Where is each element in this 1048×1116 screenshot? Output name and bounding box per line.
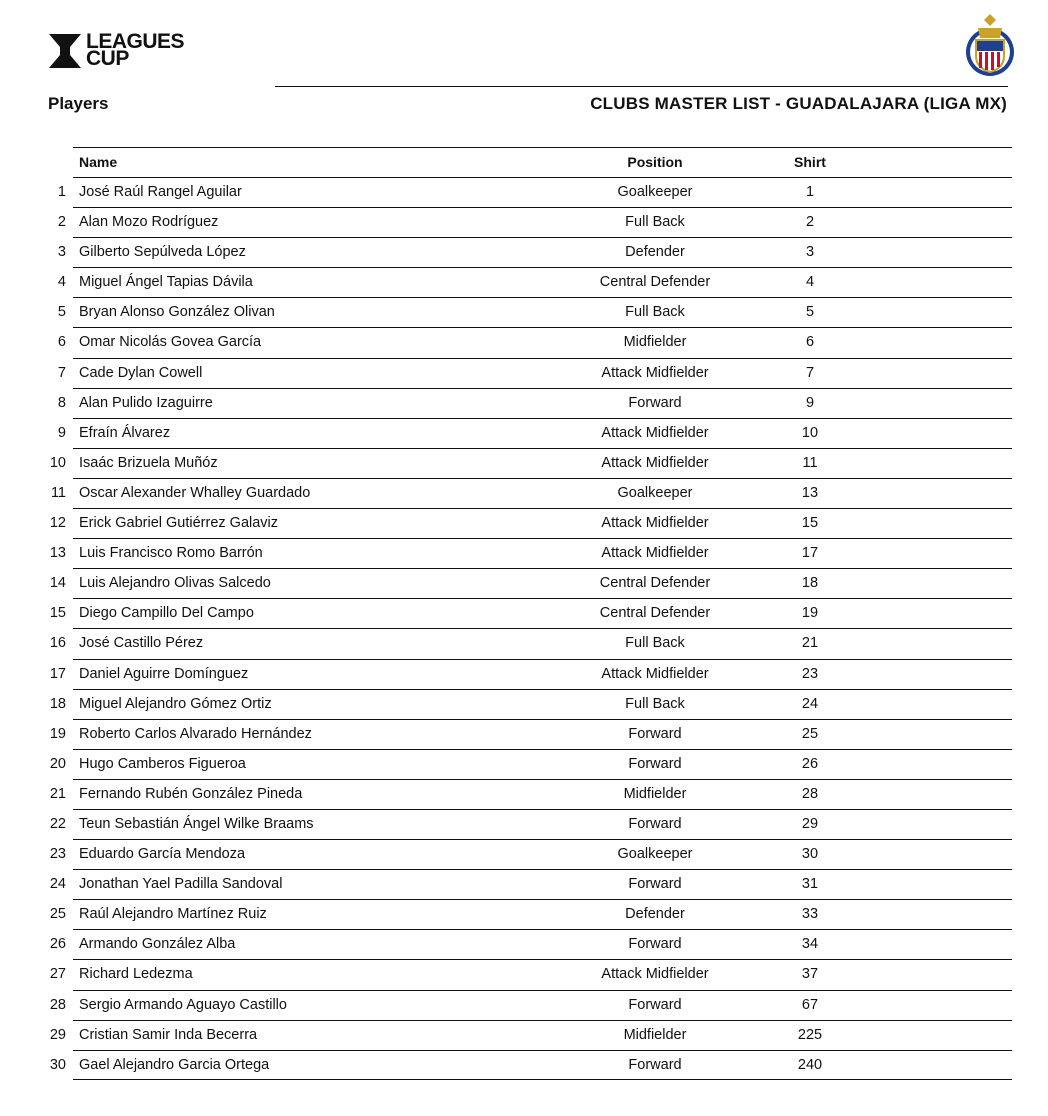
row-number: 21 — [49, 785, 66, 802]
player-position: Central Defender — [599, 605, 711, 622]
table-row — [49, 899, 1012, 929]
row-number: 7 — [57, 364, 66, 381]
column-header-position: Position — [627, 154, 683, 170]
player-position: Forward — [628, 996, 682, 1013]
table-top-rule — [73, 147, 1012, 148]
player-name: Miguel Ángel Tapias Dávila — [79, 274, 253, 291]
table-row — [50, 478, 1012, 508]
player-shirt: 30 — [801, 846, 819, 863]
player-position: Midfielder — [623, 1026, 687, 1043]
row-number: 20 — [49, 755, 66, 772]
player-position: Forward — [628, 394, 682, 411]
player-position: Central Defender — [599, 274, 711, 291]
player-position: Forward — [628, 755, 682, 772]
player-position: Attack Midfielder — [601, 364, 709, 381]
table-row — [57, 237, 1012, 267]
player-name: Omar Nicolás Govea García — [79, 334, 262, 351]
player-name: Bryan Alonso González Olivan — [79, 304, 275, 321]
row-number: 1 — [57, 184, 66, 200]
player-shirt: 3 — [805, 244, 815, 261]
player-name: Roberto Carlos Alvarado Hernández — [79, 725, 312, 742]
player-name: Gael Alejandro Garcia Ortega — [79, 1056, 270, 1073]
row-number: 27 — [49, 966, 66, 983]
player-shirt: 18 — [801, 575, 819, 592]
player-position: Central Defender — [599, 575, 711, 592]
table-row — [57, 177, 1012, 207]
player-shirt: 9 — [805, 394, 815, 411]
table-row — [49, 839, 1012, 869]
player-shirt: 67 — [801, 996, 819, 1013]
table-row — [57, 267, 1012, 297]
table-row — [57, 358, 1012, 388]
table-row — [57, 327, 1012, 357]
row-number: 15 — [49, 605, 66, 622]
row-number: 13 — [49, 545, 66, 562]
player-shirt: 240 — [797, 1056, 823, 1073]
player-position: Attack Midfielder — [601, 515, 709, 532]
player-shirt: 24 — [801, 695, 819, 712]
row-number: 18 — [49, 695, 66, 712]
table-row — [49, 959, 1012, 989]
player-shirt: 19 — [801, 605, 819, 622]
player-shirt: 4 — [805, 274, 815, 291]
table-header — [0, 147, 1048, 177]
player-shirt: 34 — [801, 936, 819, 953]
player-shirt: 13 — [801, 484, 819, 501]
player-position: Attack Midfielder — [601, 966, 709, 983]
table-body — [0, 177, 1048, 1080]
player-name: Alan Pulido Izaguirre — [79, 394, 213, 411]
row-number: 19 — [49, 725, 66, 742]
player-shirt: 26 — [801, 755, 819, 772]
row-number: 23 — [49, 846, 66, 863]
player-position: Goalkeeper — [617, 846, 693, 863]
row-number: 17 — [49, 665, 66, 682]
row-number: 5 — [57, 304, 66, 321]
leagues-cup-logo — [48, 30, 218, 71]
table-row — [49, 689, 1012, 719]
table-row — [57, 297, 1012, 327]
player-position: Forward — [628, 725, 682, 742]
player-shirt: 33 — [801, 906, 819, 923]
player-name: Cristian Samir Inda Becerra — [79, 1026, 258, 1043]
player-shirt: 6 — [805, 334, 815, 351]
guadalajara-crest-icon — [962, 12, 1018, 78]
player-position: Attack Midfielder — [601, 665, 709, 682]
player-shirt: 21 — [801, 635, 819, 652]
player-position: Defender — [625, 906, 685, 923]
row-number: 9 — [57, 424, 66, 441]
player-shirt: 11 — [802, 454, 818, 471]
row-number: 8 — [57, 394, 66, 411]
player-shirt: 23 — [801, 665, 819, 682]
table-row — [49, 809, 1012, 839]
player-shirt: 31 — [801, 876, 819, 893]
player-name: Richard Ledezma — [79, 966, 193, 983]
player-name: José Raúl Rangel Aguilar — [79, 184, 242, 200]
table-row — [49, 568, 1012, 598]
row-number: 22 — [49, 815, 66, 832]
player-shirt: 17 — [801, 545, 819, 562]
row-number: 2 — [57, 214, 66, 231]
table-row — [57, 418, 1012, 448]
player-name: Hugo Camberos Figueroa — [79, 755, 246, 772]
row-number: 11 — [50, 484, 66, 501]
player-position: Attack Midfielder — [601, 454, 709, 471]
row-number: 12 — [49, 515, 66, 532]
table-row — [49, 929, 1012, 959]
header-divider — [275, 86, 1008, 87]
player-name: Alan Mozo Rodríguez — [79, 214, 219, 231]
player-position: Midfielder — [623, 334, 687, 351]
player-name: Fernando Rubén González Pineda — [79, 785, 303, 802]
players-table — [0, 147, 1048, 1080]
player-name: Luis Alejandro Olivas Salcedo — [79, 575, 271, 592]
player-name: Teun Sebastián Ángel Wilke Braams — [79, 815, 314, 832]
player-position: Forward — [628, 936, 682, 953]
player-position: Forward — [628, 876, 682, 893]
table-row — [49, 538, 1012, 568]
player-shirt: 5 — [805, 304, 815, 321]
table-row — [49, 659, 1012, 689]
player-position: Full Back — [625, 214, 685, 231]
player-name: Cade Dylan Cowell — [79, 364, 203, 381]
column-header-name: Name — [79, 154, 118, 170]
row-number: 29 — [49, 1026, 66, 1043]
row-number: 3 — [57, 244, 66, 261]
player-position: Full Back — [625, 635, 685, 652]
table-row — [49, 508, 1012, 538]
row-number: 6 — [57, 334, 66, 351]
player-name: Daniel Aguirre Domínguez — [79, 665, 249, 682]
player-name: Armando González Alba — [79, 936, 236, 953]
row-number: 16 — [49, 635, 66, 652]
player-shirt: 29 — [801, 815, 819, 832]
row-number: 14 — [49, 575, 66, 592]
row-number: 10 — [49, 454, 66, 471]
player-shirt: 25 — [801, 725, 819, 742]
player-name: Sergio Armando Aguayo Castillo — [79, 996, 287, 1013]
section-title: Players — [48, 94, 109, 113]
column-header-shirt: Shirt — [794, 154, 826, 170]
player-name: Oscar Alexander Whalley Guardado — [79, 484, 311, 501]
player-name: Miguel Alejandro Gómez Ortiz — [79, 695, 272, 712]
player-position: Attack Midfielder — [601, 424, 709, 441]
table-row — [49, 719, 1012, 749]
table-row — [57, 388, 1012, 418]
player-shirt: 2 — [805, 214, 815, 231]
row-number: 28 — [49, 996, 66, 1013]
table-row — [49, 598, 1012, 628]
player-shirt: 10 — [801, 424, 819, 441]
player-name: Jonathan Yael Padilla Sandoval — [79, 876, 283, 893]
player-name: Diego Campillo Del Campo — [79, 605, 254, 622]
player-position: Full Back — [625, 695, 685, 712]
player-name: Erick Gabriel Gutiérrez Galaviz — [79, 515, 279, 532]
logo-wordmark — [86, 30, 185, 70]
player-position: Goalkeeper — [617, 184, 693, 200]
player-position: Midfielder — [623, 785, 687, 802]
logo-line-2: CUP — [86, 47, 129, 70]
player-name: Luis Francisco Romo Barrón — [79, 545, 263, 562]
player-position: Goalkeeper — [617, 484, 693, 501]
player-shirt: 37 — [801, 966, 819, 983]
player-position: Forward — [628, 815, 682, 832]
document-title: CLUBS MASTER LIST - GUADALAJARA (LIGA MX) — [590, 94, 1007, 113]
table-row — [49, 1020, 1012, 1050]
table-row — [49, 1050, 1012, 1080]
table-row — [49, 869, 1012, 899]
player-shirt: 28 — [801, 785, 819, 802]
player-name: Raúl Alejandro Martínez Ruiz — [79, 906, 267, 923]
player-name: Eduardo García Mendoza — [79, 846, 246, 863]
table-row — [49, 749, 1012, 779]
player-shirt: 1 — [805, 184, 815, 200]
row-number: 25 — [49, 906, 66, 923]
player-position: Forward — [628, 1056, 682, 1073]
player-position: Full Back — [625, 304, 685, 321]
table-row — [49, 779, 1012, 809]
player-position: Defender — [625, 244, 685, 261]
row-number: 24 — [49, 876, 66, 893]
player-shirt: 225 — [797, 1026, 823, 1043]
player-position: Attack Midfielder — [601, 545, 709, 562]
player-name: Isaác Brizuela Muñóz — [79, 454, 218, 471]
player-shirt: 15 — [801, 515, 819, 532]
table-row — [49, 628, 1012, 658]
table-row — [49, 990, 1012, 1020]
table-row — [49, 448, 1012, 478]
table-row — [57, 207, 1012, 237]
row-number: 26 — [49, 936, 66, 953]
leagues-cup-logo-icon — [48, 33, 82, 69]
row-number: 4 — [57, 274, 66, 291]
player-name: José Castillo Pérez — [79, 635, 204, 652]
player-shirt: 7 — [805, 364, 815, 381]
player-name: Efraín Álvarez — [79, 424, 171, 441]
player-name: Gilberto Sepúlveda López — [79, 244, 246, 261]
logo-line-1: LEAGUES — [86, 30, 185, 53]
row-number: 30 — [49, 1056, 66, 1073]
